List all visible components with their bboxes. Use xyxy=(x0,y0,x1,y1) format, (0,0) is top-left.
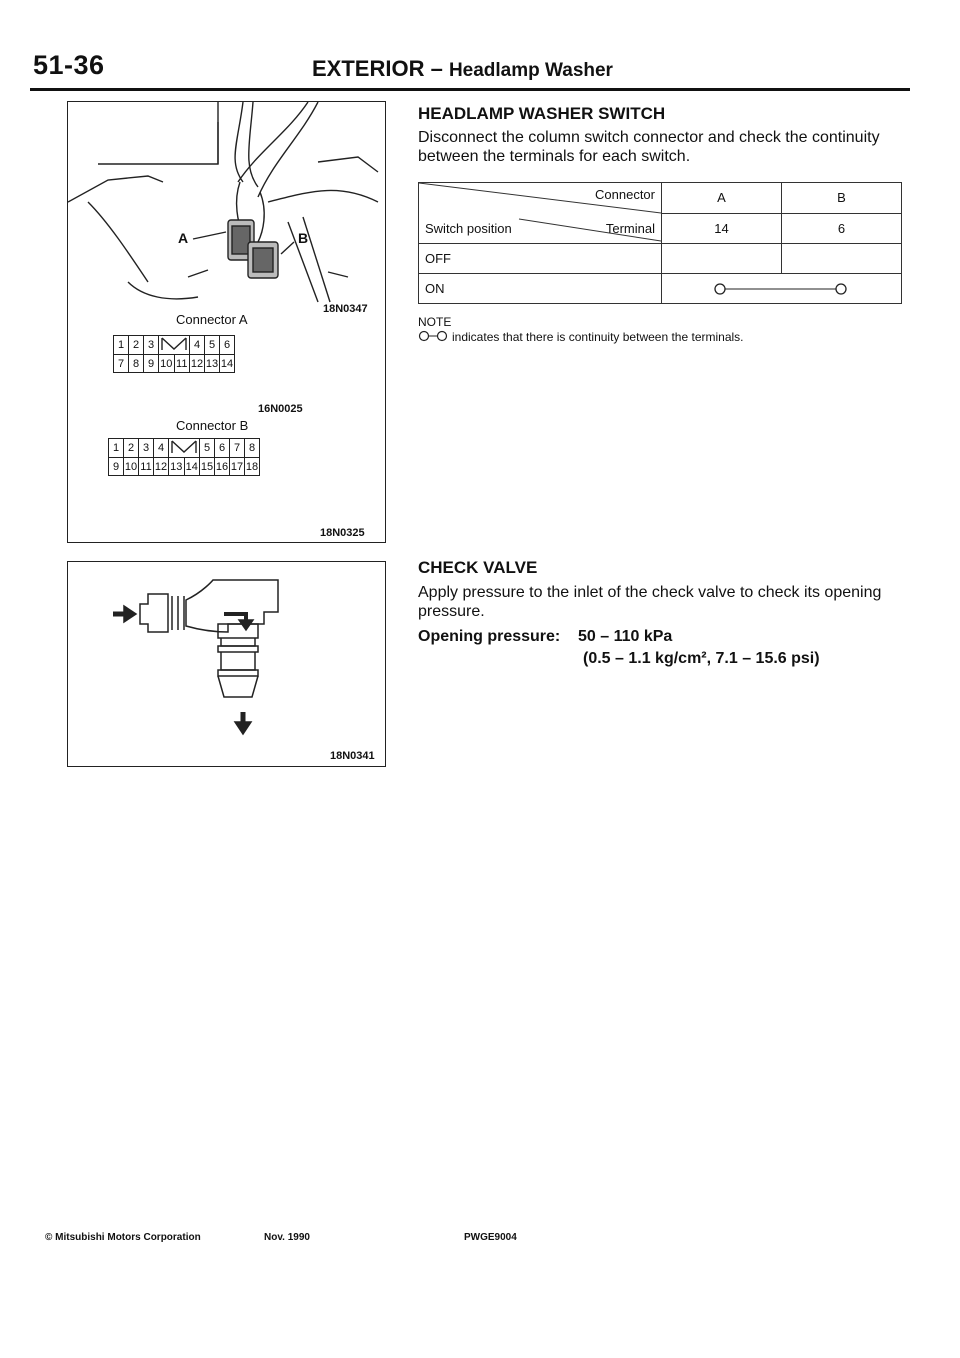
connector-key-icon xyxy=(159,336,190,355)
footer-copyright: © Mitsubishi Motors Corporation xyxy=(45,1232,201,1243)
pin-cell: 11 xyxy=(139,458,154,476)
table-row xyxy=(419,244,902,274)
spec-value: 50 – 110 kPa xyxy=(578,628,673,645)
page-title-dash: – xyxy=(424,56,449,81)
connector-b-header: B xyxy=(782,183,902,214)
connector-a-pin-grid xyxy=(113,335,235,373)
page-title-sub: Headlamp Washer xyxy=(448,60,613,81)
pin-cell: 12 xyxy=(190,355,205,373)
pin-cell: 3 xyxy=(144,336,159,355)
pin-cell: 15 xyxy=(200,458,215,476)
corner-switch-position-label: Switch position xyxy=(425,221,512,236)
pin-cell: 7 xyxy=(230,439,245,458)
pin-cell: 5 xyxy=(200,439,215,458)
continuity-symbol-icon xyxy=(662,279,900,299)
pin-cell: 4 xyxy=(190,336,205,355)
figure-code-top: 18N0347 xyxy=(323,303,368,315)
pin-cell: 5 xyxy=(205,336,220,355)
pin-cell: 2 xyxy=(129,336,144,355)
pin-cell: 18 xyxy=(245,458,260,476)
pin-cell: 10 xyxy=(124,458,139,476)
connector-key-icon xyxy=(169,439,200,458)
section-body: Disconnect the column switch connector and check the continuity between the terminals for each switch. xyxy=(418,129,880,165)
pin-cell: 17 xyxy=(230,458,245,476)
pin-cell: 6 xyxy=(215,439,230,458)
pin-cell: 2 xyxy=(124,439,139,458)
pin-cell: 3 xyxy=(139,439,154,458)
pin-cell: 14 xyxy=(220,355,235,373)
section-heading: CHECK VALVE xyxy=(418,558,538,577)
pin-cell: 12 xyxy=(154,458,169,476)
check-valve-drawing xyxy=(68,562,385,766)
section-body: Apply pressure to the inlet of the check valve to check its opening pressure. xyxy=(418,584,882,620)
connector-figure xyxy=(67,101,386,543)
pin-cell: 16 xyxy=(215,458,230,476)
connector-location-drawing xyxy=(68,102,385,312)
pin-cell: 14 xyxy=(184,458,200,476)
connector-a-code: 16N0025 xyxy=(258,403,303,415)
switch-position-cell: ON xyxy=(419,274,662,304)
continuity-symbol-icon xyxy=(418,330,448,342)
figure-code-bottom: 18N0325 xyxy=(320,527,365,539)
corner-terminal-label: Terminal xyxy=(605,221,655,236)
footer-date: Nov. 1990 xyxy=(264,1232,310,1243)
page-title-main: EXTERIOR xyxy=(312,56,425,81)
note-text-body: indicates that there is continuity between the terminals. xyxy=(452,330,744,344)
pin-cell: 7 xyxy=(114,355,129,373)
switch-position-cell: OFF xyxy=(419,244,662,274)
continuity-cell xyxy=(782,244,902,274)
connector-a-caption: Connector A xyxy=(176,312,248,327)
connector-b-pin-grid xyxy=(108,438,260,476)
pin-cell: 8 xyxy=(245,439,260,458)
pin-cell: 13 xyxy=(169,458,185,476)
check-valve-figure xyxy=(67,561,386,767)
continuity-cell xyxy=(662,274,902,304)
connector-a-header: A xyxy=(662,183,782,214)
pin-cell: 8 xyxy=(129,355,144,373)
connector-b-callout: B xyxy=(298,230,309,246)
spec-label: Opening pressure: xyxy=(418,628,561,645)
page-title xyxy=(312,56,613,82)
corner-connector-label: Connector xyxy=(595,187,655,202)
pin-cell: 9 xyxy=(144,355,159,373)
table-row xyxy=(419,274,902,304)
pin-cell: 9 xyxy=(109,458,124,476)
section-heading: HEADLAMP WASHER SWITCH xyxy=(418,104,666,123)
note-label: NOTE xyxy=(418,315,452,329)
footer-code: PWGE9004 xyxy=(464,1232,517,1243)
note-text xyxy=(418,330,744,344)
spec-value-converted: (0.5 – 1.1 kg/cm², 7.1 – 15.6 psi) xyxy=(583,650,820,667)
pin-cell: 6 xyxy=(220,336,235,355)
table-corner-header xyxy=(419,183,662,244)
continuity-cell xyxy=(662,244,782,274)
connector-a-callout: A xyxy=(178,230,189,246)
pin-cell: 13 xyxy=(205,355,220,373)
figure-code: 18N0341 xyxy=(330,750,375,762)
pin-cell: 10 xyxy=(159,355,175,373)
page-number: 51-36 xyxy=(33,50,105,80)
terminal-a-header: 14 xyxy=(662,213,782,244)
terminal-b-header: 6 xyxy=(782,213,902,244)
continuity-table xyxy=(418,182,902,304)
pin-cell: 4 xyxy=(154,439,169,458)
pin-cell: 11 xyxy=(174,355,190,373)
header-rule xyxy=(30,88,910,91)
pin-cell: 1 xyxy=(109,439,124,458)
connector-b-caption: Connector B xyxy=(176,418,249,433)
pin-cell: 1 xyxy=(114,336,129,355)
